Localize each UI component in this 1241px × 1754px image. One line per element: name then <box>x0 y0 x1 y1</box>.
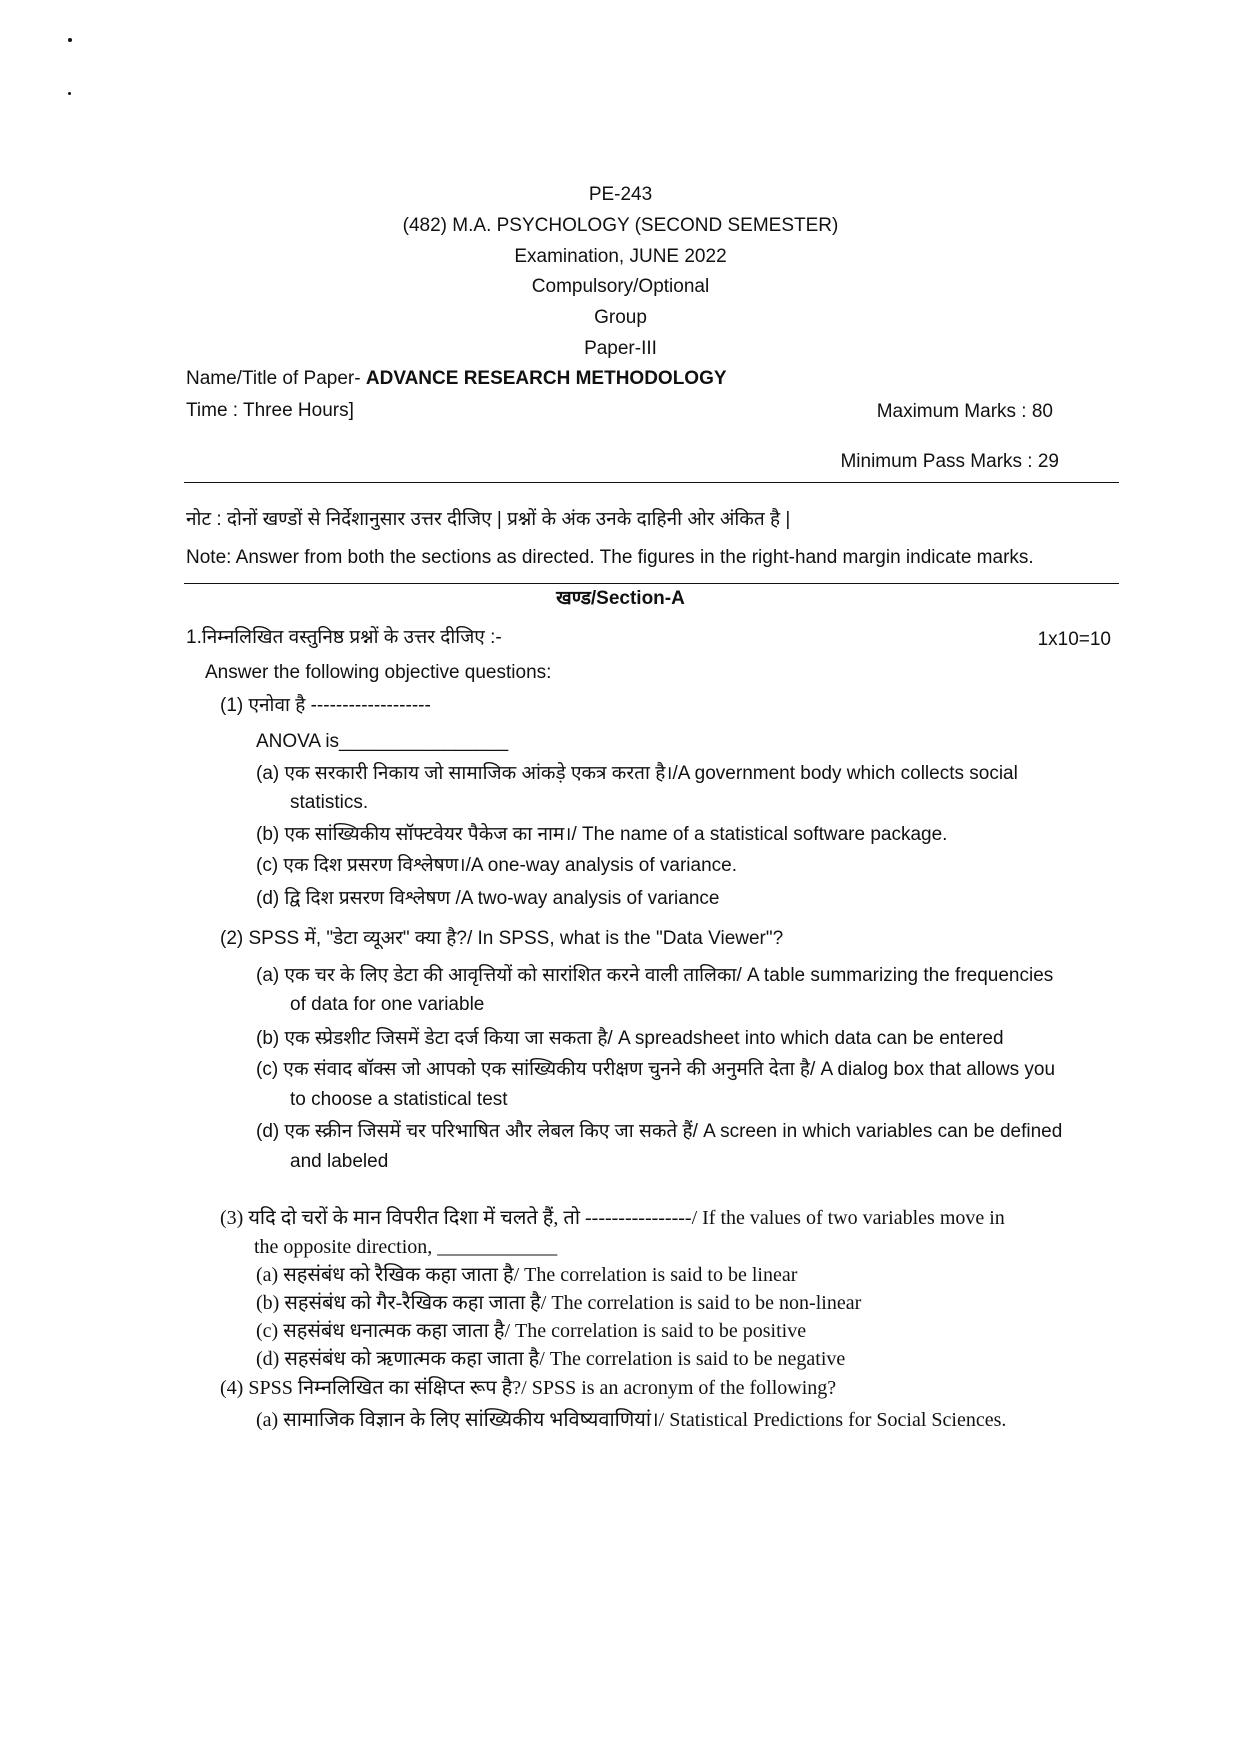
question-2-option-c: (c) एक संवाद बॉक्स जो आपको एक सांख्यिकीय परीक्षण चुनने की अनुमति देता है/ A dialog box that allows you <box>256 1059 1056 1080</box>
question-1-option-a: (a) एक सरकारी निकाय जो सामाजिक आंकड़े एकत्र करता है।/A government body which collects social <box>256 763 1018 784</box>
question-2-option-c-continued: to choose a statistical test <box>290 1089 508 1110</box>
section-title: खण्ड/Section-A <box>556 588 685 609</box>
question-2-stem: (2) SPSS में, "डेटा व्यूअर" क्या है?/ In SPSS, what is the "Data Viewer"? <box>220 928 784 949</box>
minimum-pass-marks: Minimum Pass Marks : 29 <box>840 451 1059 472</box>
course-title: (482) M.A. PSYCHOLOGY (SECOND SEMESTER) <box>402 215 839 236</box>
divider <box>184 482 1119 483</box>
paper-name-value: ADVANCE RESEARCH METHODOLOGY <box>365 368 727 389</box>
question-3-option-a: (a) सहसंबंध को रैखिक कहा जाता है/ The correlation is said to be linear <box>256 1264 798 1286</box>
question-1-option-d: (d) द्वि दिश प्रसरण विश्लेषण /A two-way analysis of variance <box>256 888 720 909</box>
question-3-option-b: (b) सहसंबंध को गैर-रैखिक कहा जाता है/ The correlation is said to be non-linear <box>256 1292 862 1314</box>
question-3-stem-continued: the opposite direction, ____________ <box>254 1236 558 1258</box>
paper-code: PE-243 <box>588 184 653 205</box>
question-1-stem-english: ANOVA is________________ <box>256 731 509 752</box>
question-4-option-a: (a) सामाजिक विज्ञान के लिए सांख्यिकीय भविष्यवाणियां।/ Statistical Predictions for Social Sciences. <box>256 1409 1007 1431</box>
scan-mark-dot <box>68 38 72 42</box>
exam-duration: Time : Three Hours] <box>186 400 354 421</box>
question-2-option-a-continued: of data for one variable <box>290 994 485 1015</box>
question-3-stem: (3) यदि दो चरों के मान विपरीत दिशा में चलते हैं, तो ----------------/ If the values of two variables move in <box>220 1207 1005 1229</box>
question-2-option-d-continued: and labeled <box>290 1151 389 1172</box>
paper-group: Group <box>594 307 647 328</box>
question-instruction-english: Answer the following objective questions: <box>205 662 552 683</box>
question-1-option-b: (b) एक सांख्यिकीय सॉफ्टवेयर पैकेज का नाम।/ The name of a statistical software package. <box>256 824 948 845</box>
question-2-option-b: (b) एक स्प्रेडशीट जिसमें डेटा दर्ज किया जा सकता है/ A spreadsheet into which data can be entered <box>256 1028 1004 1049</box>
question-1-option-a-continued: statistics. <box>290 792 369 813</box>
question-3-option-c: (c) सहसंबंध धनात्मक कहा जाता है/ The correlation is said to be positive <box>256 1320 807 1342</box>
scan-mark-dot <box>68 92 71 95</box>
question-4-stem: (4) SPSS निम्नलिखित का संक्षिप्त रूप है?/ SPSS is an acronym of the following? <box>220 1377 837 1399</box>
question-2-option-d: (d) एक स्क्रीन जिसमें चर परिभाषित और लेबल किए जा सकते हैं/ A screen in which variables can be defined <box>256 1121 1063 1142</box>
question-1-stem-hindi: (1) एनोवा है ------------------- <box>220 695 431 716</box>
maximum-marks: Maximum Marks : 80 <box>876 401 1053 422</box>
paper-name-label: Name/Title of Paper- <box>186 368 366 389</box>
note-hindi: नोट : दोनों खण्डों से निर्देशानुसार उत्तर दीजिए | प्रश्नों के अंक उनके दाहिनी ओर अंकित है | <box>186 509 791 530</box>
question-2-option-a: (a) एक चर के लिए डेटा की आवृत्तियों को सारांशित करने वाली तालिका/ A table summarizing the frequencies <box>256 965 1054 986</box>
paper-name <box>186 364 727 394</box>
note-english: Note: Answer from both the sections as directed. The figures in the right-hand margin indicate marks. <box>186 547 1034 568</box>
question-marks: 1x10=10 <box>1037 629 1111 650</box>
exam-session: Examination, JUNE 2022 <box>514 246 727 267</box>
paper-number: Paper-III <box>584 338 657 359</box>
paper-type: Compulsory/Optional <box>531 276 710 297</box>
question-3-option-d: (d) सहसंबंध को ऋणात्मक कहा जाता है/ The correlation is said to be negative <box>256 1348 846 1370</box>
question-instruction-hindi: 1.निम्नलिखित वस्तुनिष्ठ प्रश्नों के उत्तर दीजिए :- <box>186 627 502 648</box>
question-1-option-c: (c) एक दिश प्रसरण विश्लेषण।/A one-way analysis of variance. <box>256 855 737 876</box>
